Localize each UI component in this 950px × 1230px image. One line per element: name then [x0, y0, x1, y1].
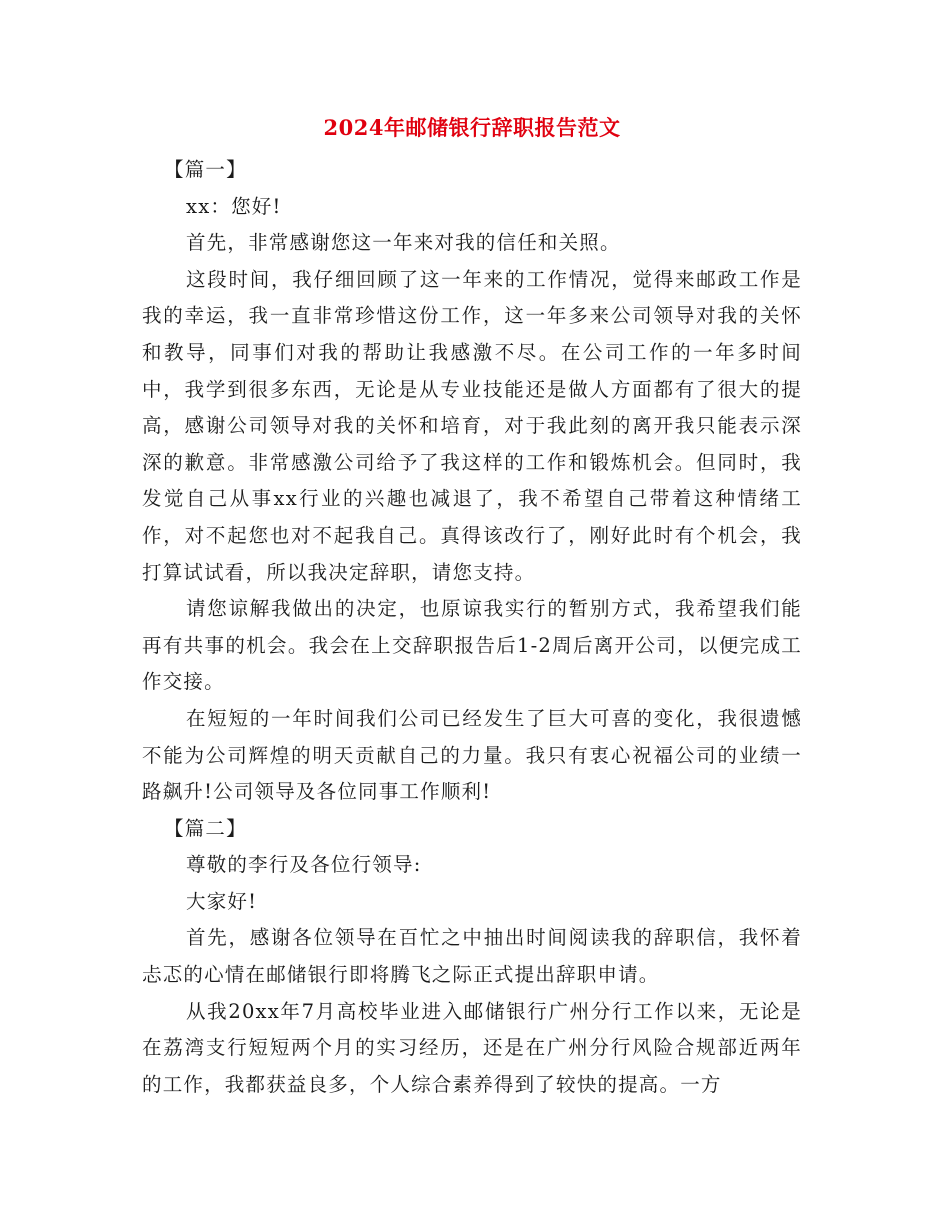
- paragraph: 在短短的一年时间我们公司已经发生了巨大可喜的变化，我很遗憾不能为公司辉煌的明天贡献自己的力量。我只有衷心祝福公司的业绩一路飙升!公司领导及各位同事工作顺利!: [142, 706, 802, 804]
- paragraph: 这段时间，我仔细回顾了这一年来的工作情况，觉得来邮政工作是我的幸运，我一直非常珍惜这份工作，这一年多来公司领导对我的关怀和教导，同事们对我的帮助让我感激不尽。在公司工作的一年多时间中，我学到很多东西，无论是从专业技能还是做人方面都有了很大的提高，感谢公司领导对我的关怀和培育，对于我此刻的离开我只能表示深深的歉意。非常感激公司给予了我这样的工作和锻炼机会。但同时，我发觉自己从事xx行业的兴趣也减退了，我不希望自己带着这种情绪工作，对不起您也对不起我自己。真得该改行了，刚好此时有个机会，我打算试试看，所以我决定辞职，请您支持。: [142, 267, 802, 584]
- document-page: [142, 108, 802, 1103]
- paragraph: 请您谅解我做出的决定，也原谅我实行的暂别方式，我希望我们能再有共事的机会。我会在上交辞职报告后1-2周后离开公司，以便完成工作交接。: [142, 597, 802, 694]
- salutation-2: 尊敬的李行及各位行领导:: [186, 853, 422, 877]
- greeting-2: 大家好!: [186, 889, 258, 913]
- paragraph: 首先，非常感谢您这一年来对我的信任和关照。: [186, 231, 621, 255]
- paragraph: 从我20xx年7月高校毕业进入邮储银行广州分行工作以来，无论是在荔湾支行短短两个月的实习经历，还是在广州分行风险合规部近两年的工作，我都获益良多，个人综合素养得到了较快的提高。一方: [142, 999, 802, 1096]
- document-title: 2024年邮储银行辞职报告范文: [323, 115, 621, 140]
- paragraph: 首先，感谢各位领导在百忙之中抽出时间阅读我的辞职信，我怀着忐忑的心情在邮储银行即将腾飞之际正式提出辞职申请。: [142, 926, 802, 987]
- section-heading-1: 【篇一】: [164, 158, 247, 181]
- salutation-1: xx：您好!: [186, 194, 282, 218]
- section-heading-2: 【篇二】: [164, 816, 247, 840]
